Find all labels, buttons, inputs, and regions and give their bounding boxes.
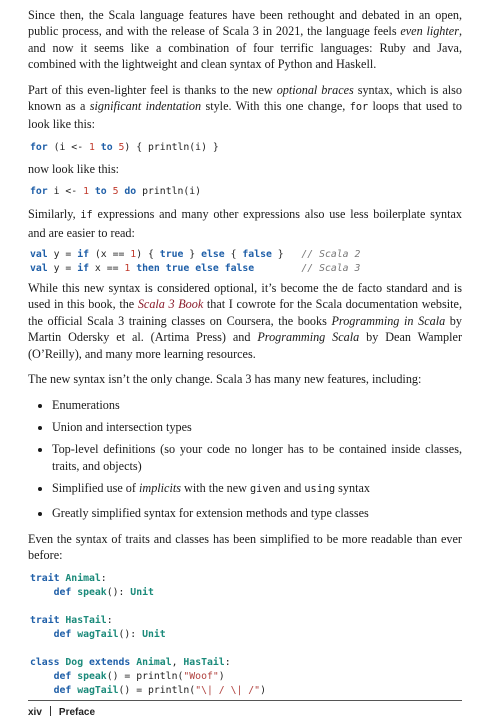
text: by Dean Wampler (O’Reilly), and many more learning resources. — [28, 330, 462, 361]
code-block-for-new: for i <- 1 to 5 do println(i) — [30, 186, 202, 198]
text: that I cowrote for the Scala documentation website, the official Scala 3 training classes on Coursera, the books — [28, 297, 462, 328]
code-block-traits: trait Animal: def speak(): Unit trait HasTail: def wagTail(): Unit class Dog extends Animal, HasTail: def speak() = println("Woof") def wagTail() = println("\| / \| /") — [30, 572, 266, 696]
emphasis: even lighter — [400, 24, 459, 39]
page-number: xiv — [28, 707, 42, 718]
text: style. With this one change, — [201, 99, 350, 114]
inline-code: for — [349, 102, 369, 114]
emphasis: optional braces — [276, 82, 354, 97]
paragraph-optional-braces — [28, 82, 462, 133]
list-item: • Simplified use of implicits with the new given and using syntax — [52, 480, 462, 498]
text: Since then, the Scala language features have been rethought and debated in an open, public process, and with the release of Scala 3 in 2021, the language feels — [28, 8, 462, 39]
code-block-if: val y = if (x == 1) { true } else { false } // Scala 2 val y = if x == 1 then true else false // Scala 3 — [30, 249, 361, 275]
inline-code: if — [80, 210, 93, 222]
book-title: Programming in Scala — [331, 313, 446, 328]
text: expressions and many other expressions also use less boilerplate syntax and are easier to read: — [28, 207, 462, 240]
text: Similarly, — [28, 207, 81, 222]
list-item: • Union and intersection types — [52, 419, 462, 435]
text: Part of this even-lighter feel is thanks to the new — [28, 82, 277, 97]
paragraph-new-features: The new syntax isn’t the only change. Scala 3 has many new features, including: — [28, 372, 422, 387]
list-item: • Top-level definitions (so your code no longer has to be contained inside classes, traits, and objects) — [52, 441, 462, 474]
footer-divider — [28, 700, 462, 701]
paragraph-intro — [28, 7, 462, 73]
section-name: Preface — [58, 707, 96, 718]
list-item: • Enumerations — [52, 397, 462, 413]
paragraph-now-look: now look like this: — [28, 161, 120, 176]
text: loops that used to look like this: — [28, 99, 462, 132]
text: by Martin Odersky et al. (Artima Press) and — [28, 313, 462, 345]
page-content — [28, 0, 462, 698]
emphasis: significant indentation — [89, 99, 202, 114]
scala-3-book-link[interactable]: Scala 3 Book — [137, 297, 204, 312]
list-item: • Greatly simplified syntax for extension methods and type classes — [52, 505, 462, 521]
paragraph-de-facto — [28, 280, 462, 362]
text: syntax, which is also known as a — [28, 82, 462, 114]
text: While this new syntax is considered optional, it’s become the de facto standard and is used in this book, the — [28, 281, 462, 312]
page-footer — [28, 706, 95, 718]
footer-separator — [50, 706, 51, 716]
paragraph-traits-classes: Even the syntax of traits and classes has been simplified to be more readable than ever before: — [28, 531, 462, 563]
text: , and now it seems like a combination of four terrific languages: Ruby and Java, combined with the lightweight and clean syntax of Python and Haskell. — [28, 24, 462, 72]
book-title: Programming Scala — [257, 330, 360, 345]
paragraph-if-expressions — [28, 206, 462, 241]
code-block-for-old: for (i <- 1 to 5) { println(i) } — [30, 141, 219, 153]
feature-list — [28, 397, 462, 521]
